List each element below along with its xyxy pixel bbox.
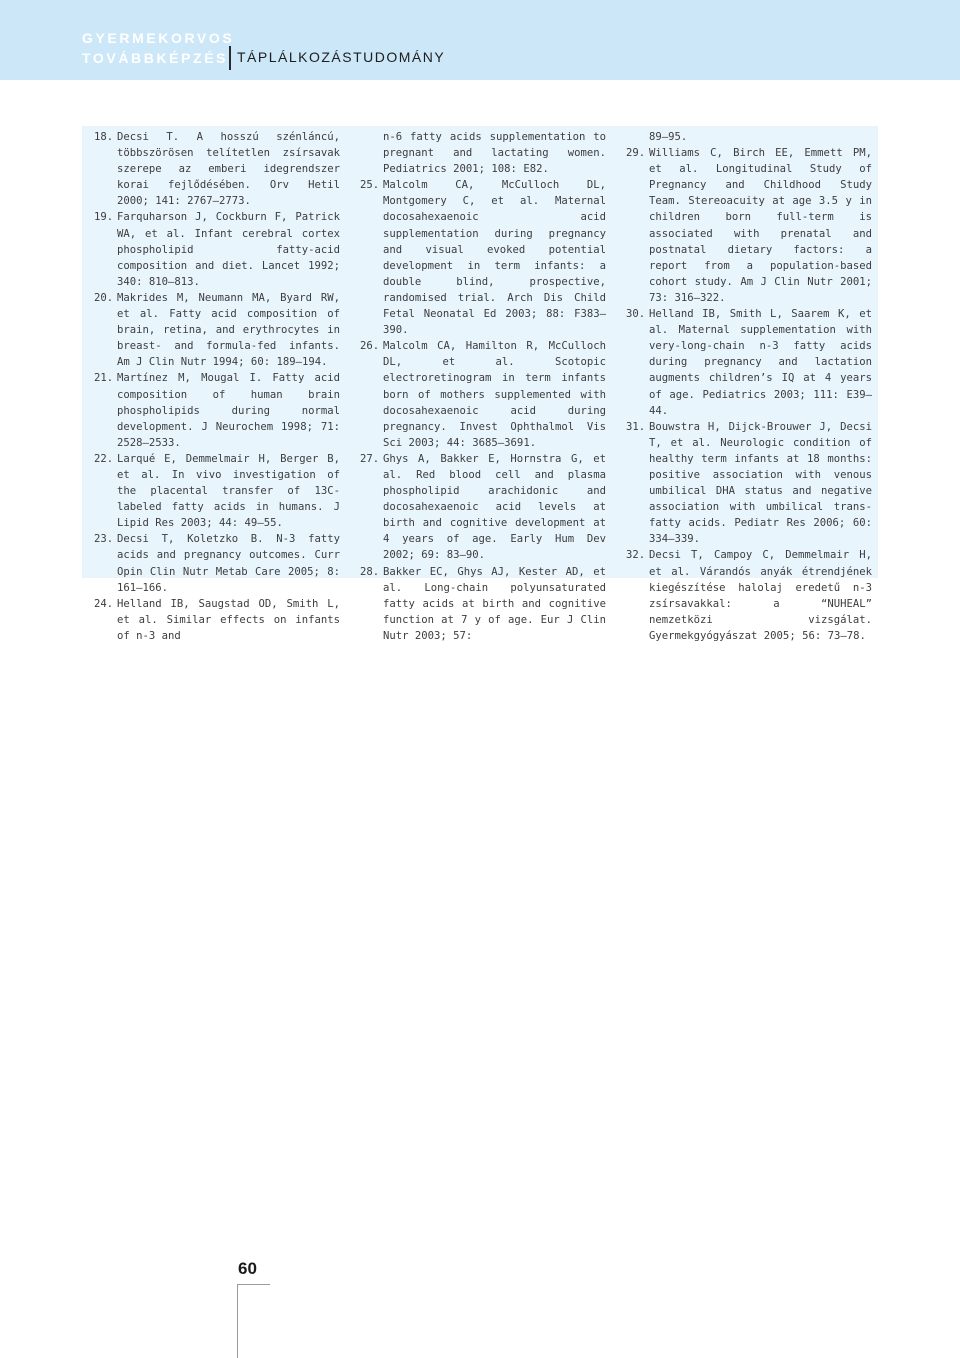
reference-item [360, 338, 606, 451]
reference-item [94, 451, 340, 531]
reference-item [94, 209, 340, 289]
page-number: 60 [238, 1259, 257, 1278]
reference-item [94, 596, 340, 644]
page-corner-rule-vertical [237, 1284, 238, 1358]
reference-text: Malcolm CA, Hamilton R, McCulloch DL, et al. Scotopic electroretinogram in term infants born of mothers supplemented with docosahexaenoic acid during pregnancy. Invest Ophthalmol Vis Sci 2003; 44: 3685–3691. [383, 340, 606, 449]
reference-text: Decsi T, Campoy C, Demmelmair H, et al. Várandós anyák étrendjének kiegészítése halolaj eredetű n-3 zsírsavakkal: a “NUHEAL” nemzetközi vizsgálat. Gyermekgyógyászat 2005; 56: 73–78. [649, 549, 872, 642]
reference-text: Makrides M, Neumann MA, Byard RW, et al. Fatty acid composition of brain, retina, and erythrocytes in breast- and formula-fed infants. Am J Clin Nutr 1994; 60: 189–194. [117, 291, 340, 369]
reference-text: Farquharson J, Cockburn F, Patrick WA, et al. Infant cerebral cortex phospholipid fatty-acid composition and diet. Lancet 1992; 340: 810–813. [117, 211, 340, 288]
reference-number: 29. [626, 147, 646, 160]
reference-text: Bouwstra H, Dijck-Brouwer J, Decsi T, et al. Neurologic condition of healthy term infants at 18 months: positive association with venous umbilical DHA status and negative association with umbilical trans-fatty acids. Pediatr Res 2006; 60: 334–339. [649, 420, 872, 546]
reference-item [626, 306, 872, 419]
section-title: TÁPLÁLKOZÁSTUDOMÁNY [237, 49, 446, 65]
reference-number: 31. [626, 420, 646, 433]
reference-item [94, 370, 340, 450]
reference-item [94, 290, 340, 370]
references-column-1 [94, 129, 340, 644]
reference-item [626, 145, 872, 306]
reference-item [626, 547, 872, 644]
reference-item [360, 564, 606, 644]
reference-number: 21. [94, 372, 114, 385]
reference-number: 30. [626, 308, 646, 321]
reference-text: Larqué E, Demmelmair H, Berger B, et al. In vivo investigation of the placental transfer of 13C-labeled fatty acids in humans. J Lipid Res 2003; 44: 49–55. [117, 452, 340, 530]
references-column-2 [360, 129, 606, 644]
reference-continuation: n-6 fatty acids supplementation to pregnant and lactating women. Pediatrics 2001; 108: E82. [383, 131, 606, 176]
reference-number: 20. [94, 291, 114, 304]
reference-number: 28. [360, 565, 380, 578]
references-column-3 [626, 129, 872, 644]
reference-text: Bakker EC, Ghys AJ, Kester AD, et al. Long-chain polyunsaturated fatty acids at birth and cognitive function at 7 y of age. Eur J Clin Nutr 2003; 57: [383, 565, 606, 642]
page-corner-rule-horizontal [237, 1284, 270, 1285]
reference-item [360, 177, 606, 338]
reference-item [94, 531, 340, 595]
reference-continuation: 89–95. [649, 131, 688, 143]
reference-item [94, 129, 340, 209]
reference-number: 24. [94, 597, 114, 610]
reference-item [360, 451, 606, 564]
reference-number: 19. [94, 211, 114, 224]
reference-number: 18. [94, 131, 114, 143]
reference-text: Helland IB, Smith L, Saarem K, et al. Maternal supplementation with very-long-chain n-3 fatty acids during pregnancy and lactation augments children’s IQ at 4 years of age. Pediatrics 2003; 111: E39–44. [649, 308, 872, 417]
reference-text: Decsi T, Koletzko B. N-3 fatty acids and pregnancy outcomes. Curr Opin Clin Nutr Metab Care 2005; 8: 161–166. [117, 533, 340, 594]
reference-number: 23. [94, 533, 114, 546]
reference-item [626, 419, 872, 548]
reference-number: 22. [94, 452, 114, 465]
reference-text: Williams C, Birch EE, Emmett PM, et al. Longitudinal Study of Pregnancy and Childhood Study Team. Stereoacuity at age 3.5 y in children born full-term is associated with prenatal and postnatal dietary factors: a report from a population-based cohort study. Am J Clin Nutr 2001; 73: 316–322. [649, 147, 872, 304]
reference-text: Helland IB, Saugstad OD, Smith L, et al. Similar effects on infants of n-3 and [117, 597, 340, 642]
brand-line-1: GYERMEKORVOS [82, 30, 235, 46]
reference-text: Martínez M, Mougal I. Fatty acid composition of human brain phospholipids during normal development. J Neurochem 1998; 71: 2528–2533. [117, 372, 340, 449]
reference-number: 27. [360, 452, 380, 465]
reference-text: Malcolm CA, McCulloch DL, Montgomery C, et al. Maternal docosahexaenoic acid supplementation during pregnancy and visual evoked potential development in term infants: a double blind, prospective, randomised trial. Arch Dis Child Fetal Neonatal Ed 2003; 88: F383–390. [383, 179, 606, 337]
journal-brand [82, 28, 234, 68]
reference-text: Ghys A, Bakker E, Hornstra G, et al. Red blood cell and plasma phospholipid arachidonic and docosahexaenoic acid levels at birth and cognitive development at 4 years of age. Early Hum Dev 2002; 69: 83–90. [383, 452, 606, 562]
reference-number: 26. [360, 340, 380, 353]
reference-number: 25. [360, 179, 380, 192]
header-divider [229, 46, 231, 70]
reference-text: Decsi T. A hosszú szénláncú, többszörösen telítetlen zsírsavak szerepe az emberi idegrendszer korai fejlődésében. Orv Hetil 2000; 141: 2767–2773. [117, 131, 340, 208]
reference-number: 32. [626, 549, 646, 562]
brand-line-2: TOVÁBBKÉPZÉS [82, 50, 229, 66]
